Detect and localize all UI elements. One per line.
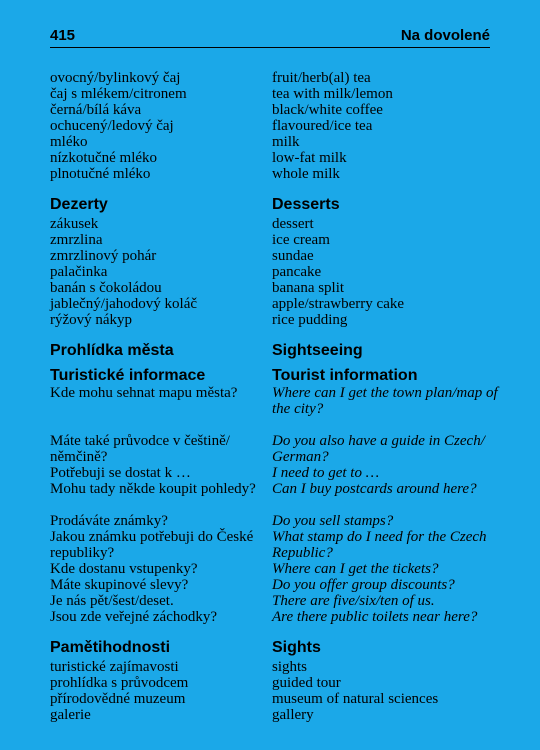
english-phrase: sundae xyxy=(272,248,314,264)
phrase-row xyxy=(50,675,500,691)
section-heading xyxy=(50,342,500,362)
english-phrase: apple/strawberry cake xyxy=(272,296,405,312)
english-phrase: sights xyxy=(272,659,308,675)
english-phrase: dessert xyxy=(272,216,314,232)
english-phrase: tea with milk/lemon xyxy=(272,86,393,102)
english-phrase: Do you sell stamps? xyxy=(272,513,394,529)
english-phrase: fruit/herb(al) tea xyxy=(272,70,371,86)
page-title: Na dovolené xyxy=(400,27,490,44)
english-phrase: black/white coffee xyxy=(272,102,383,118)
sightseeing-section xyxy=(50,385,500,625)
phrase-row xyxy=(50,577,500,593)
phrase-row xyxy=(50,691,500,707)
czech-phrase: prohlídka s průvodcem xyxy=(50,675,189,691)
english-phrase: ice cream xyxy=(272,232,330,248)
english-phrase: Can I buy postcards around here? xyxy=(272,481,477,497)
heading-english: Desserts xyxy=(272,196,340,213)
czech-phrase: turistické zajímavosti xyxy=(50,659,179,675)
english-phrase: I need to get to … xyxy=(272,465,380,481)
czech-phrase: rýžový nákyp xyxy=(50,312,133,328)
page-number: 415 xyxy=(50,27,76,44)
phrase-row xyxy=(50,118,500,134)
english-phrase: Where can I get the town plan/map of the city? xyxy=(272,385,498,417)
heading-english: Sights xyxy=(272,639,321,656)
czech-phrase: palačinka xyxy=(50,264,108,280)
phrase-row xyxy=(50,102,500,118)
english-phrase: banana split xyxy=(272,280,345,296)
phrase-row xyxy=(50,659,500,675)
phrase-row xyxy=(50,248,500,264)
phrase-row xyxy=(50,216,500,232)
czech-phrase: jablečný/jahodový koláč xyxy=(50,296,198,312)
phrase-row xyxy=(50,150,500,166)
czech-phrase: Je nás pět/šest/deset. xyxy=(50,593,174,609)
subsection-heading xyxy=(50,367,500,385)
phrase-row xyxy=(50,561,500,577)
english-phrase: whole milk xyxy=(272,166,340,182)
czech-phrase: Potřebuji se dostat k … xyxy=(50,465,191,481)
phrase-row xyxy=(50,312,500,328)
phrase-row xyxy=(50,264,500,280)
english-phrase: pancake xyxy=(272,264,322,280)
english-phrase: museum of natural sciences xyxy=(272,691,439,707)
phrase-row xyxy=(50,166,500,182)
section-heading xyxy=(50,639,500,659)
page-header xyxy=(50,27,490,48)
drinks-section xyxy=(50,70,500,182)
english-phrase: Do you offer group discounts? xyxy=(272,577,455,593)
czech-phrase: Prodáváte známky? xyxy=(50,513,168,529)
english-phrase: milk xyxy=(272,134,300,150)
czech-phrase: Kde dostanu vstupenky? xyxy=(50,561,198,577)
czech-phrase: zmrzlina xyxy=(50,232,103,248)
phrase-row xyxy=(50,593,500,609)
heading-czech: Prohlídka města xyxy=(50,342,174,359)
czech-phrase: černá/bílá káva xyxy=(50,102,142,118)
phrase-row xyxy=(50,296,500,312)
phrasebook-content xyxy=(50,70,500,723)
subheading-czech: Turistické informace xyxy=(50,367,206,384)
czech-phrase: zákusek xyxy=(50,216,99,232)
phrase-row xyxy=(50,481,500,513)
phrase-row xyxy=(50,707,500,723)
phrase-row xyxy=(50,433,500,465)
english-phrase: rice pudding xyxy=(272,312,348,328)
heading-english: Sightseeing xyxy=(272,342,363,359)
phrase-row xyxy=(50,385,500,417)
czech-phrase: Jakou známku potřebuji do České republiky? xyxy=(50,529,254,561)
czech-phrase: Kde mohu sehnat mapu města? xyxy=(50,385,238,401)
czech-phrase: nízkotučné mléko xyxy=(50,150,158,166)
czech-phrase: galerie xyxy=(50,707,91,723)
czech-phrase: banán s čokoládou xyxy=(50,280,162,296)
english-phrase: flavoured/ice tea xyxy=(272,118,373,134)
phrase-row xyxy=(50,86,500,102)
czech-phrase: ovocný/bylinkový čaj xyxy=(50,70,181,86)
subheading-english: Tourist information xyxy=(272,367,418,384)
section-heading xyxy=(50,196,500,216)
czech-phrase: zmrzlinový pohár xyxy=(50,248,157,264)
phrase-row xyxy=(50,280,500,296)
czech-phrase: Jsou zde veřejné záchodky? xyxy=(50,609,218,625)
sights-section xyxy=(50,659,500,723)
czech-phrase: ochucený/ledový čaj xyxy=(50,118,174,134)
english-phrase: What stamp do I need for the Czech Republic? xyxy=(272,529,487,561)
english-phrase: Where can I get the tickets? xyxy=(272,561,439,577)
english-phrase: Do you also have a guide in Czech/ German? xyxy=(272,433,485,465)
phrase-row xyxy=(50,134,500,150)
czech-phrase: mléko xyxy=(50,134,88,150)
english-phrase: There are five/six/ten of us. xyxy=(272,593,435,609)
phrase-row xyxy=(50,513,500,529)
english-phrase: low-fat milk xyxy=(272,150,347,166)
heading-czech: Dezerty xyxy=(50,196,108,213)
czech-phrase: čaj s mlékem/citronem xyxy=(50,86,187,102)
english-phrase: guided tour xyxy=(272,675,341,691)
czech-phrase: přírodovědné muzeum xyxy=(50,691,186,707)
czech-phrase: Máte také průvodce v češtině/ němčině? xyxy=(50,433,230,465)
heading-czech: Pamětihodnosti xyxy=(50,639,171,656)
english-phrase: gallery xyxy=(272,707,314,723)
phrase-row xyxy=(50,232,500,248)
phrase-row xyxy=(50,609,500,625)
phrase-row xyxy=(50,70,500,86)
phrase-row xyxy=(50,465,500,481)
czech-phrase: Mohu tady někde koupit pohledy? xyxy=(50,481,256,497)
desserts-section xyxy=(50,216,500,328)
english-phrase: Are there public toilets near here? xyxy=(272,609,478,625)
czech-phrase: Máte skupinové slevy? xyxy=(50,577,189,593)
phrase-row xyxy=(50,529,500,561)
czech-phrase: plnotučné mléko xyxy=(50,166,151,182)
